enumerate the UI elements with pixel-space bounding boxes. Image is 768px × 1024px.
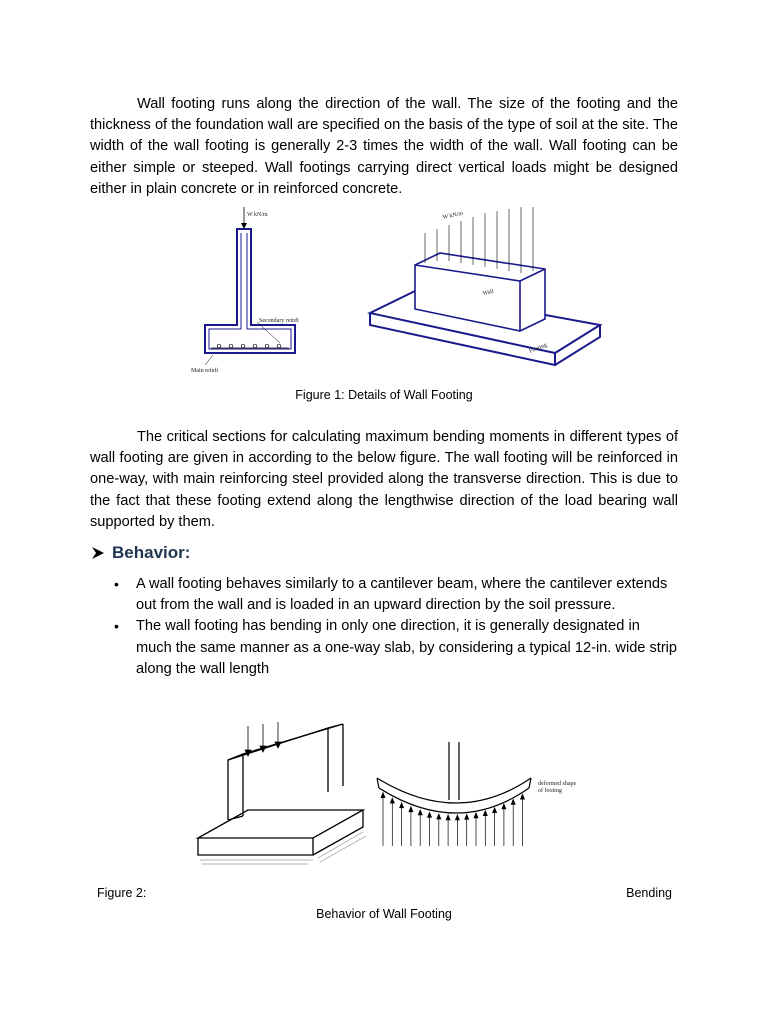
soil-pressure-arrowhead — [400, 803, 404, 808]
figure1-right-load-label: W kN/m — [442, 210, 464, 221]
figure2-caption-part3: Behavior of Wall Footing — [316, 907, 452, 921]
soil-pressure-arrowhead — [465, 814, 469, 819]
soil-pressure-arrowhead — [521, 794, 525, 799]
figure1-caption: Figure 1: Details of Wall Footing — [295, 388, 473, 402]
critical-sections-paragraph: The critical sections for calculating maximum bending moments in different types of wall footing are given in according to the below figure. The wall footing will be reinforced in one-way, with main reinforcing steel provided along the transverse direction. This is due to the fact that these footing extend along the lengthwise direction of the load bearing wall supported by them. — [90, 429, 678, 530]
list-item — [90, 616, 678, 680]
figure2-wall-footing-sketch — [188, 720, 373, 875]
figure2-deformed-shape-diagram — [373, 742, 603, 857]
soil-pressure-arrowhead — [381, 793, 385, 798]
deformed-shape-label-line2: of footing — [538, 788, 562, 794]
figure1-isometric-diagram — [365, 203, 605, 373]
soil-pressure-arrowhead — [502, 804, 506, 809]
soil-pressure-arrowhead — [390, 798, 394, 803]
figure2-caption-part2: Bending — [626, 886, 672, 900]
behavior-bullet-list — [90, 574, 678, 680]
bullet-text: The wall footing has bending in only one direction, it is generally designated in much the same manner as a one-way slab, by considering a typical 12-in. wide strip along the wall length — [136, 618, 678, 677]
soil-pressure-arrowhead — [493, 808, 497, 813]
figure1-main-reinft-label: Main reinft — [191, 368, 219, 374]
bullet-dot-icon: • — [114, 618, 119, 635]
soil-pressure-arrowhead — [455, 815, 459, 820]
soil-pressure-arrowhead — [409, 807, 413, 812]
list-item — [90, 574, 678, 616]
figure1-footing-label: Footing — [528, 342, 549, 355]
soil-pressure-arrowhead — [418, 810, 422, 815]
soil-pressure-arrowhead — [446, 815, 450, 820]
soil-pressure-arrowhead — [474, 813, 478, 818]
deformed-shape-label-line1: deformed shape — [538, 781, 577, 787]
arrowhead-bullet-icon — [90, 545, 106, 561]
figure1-secondary-reinft-label: Secondary reinft — [259, 318, 299, 324]
figure2-caption-part1: Figure 2: — [97, 886, 147, 900]
soil-pressure-arrowhead — [511, 799, 515, 804]
soil-pressure-arrowhead — [483, 811, 487, 816]
figure1-wall-label: Wall — [482, 288, 495, 297]
bullet-text: A wall footing behaves similarly to a cantilever beam, where the cantilever extends out from the wall and is loaded in an upward direction by the soil pressure. — [136, 576, 668, 614]
figure1-cross-section-diagram — [185, 205, 305, 380]
figure1-left-load-label: W kN/m — [247, 212, 268, 218]
soil-pressure-arrowhead — [428, 812, 432, 817]
soil-pressure-arrowhead — [437, 814, 441, 819]
behavior-heading-text: Behavior: — [112, 543, 191, 562]
bullet-dot-icon: • — [114, 576, 119, 592]
behavior-heading — [90, 543, 190, 563]
intro-paragraph: Wall footing runs along the direction of the wall. The size of the footing and the thickness of the foundation wall are specified on the basis of the type of soil at the site. The width of the wall footing is generally 2-3 times the width of the wall. Wall footing can be either simple or steeped. Wall footings carrying direct vertical loads might be designed either in plain concrete or in reinforced concrete. — [90, 96, 678, 197]
